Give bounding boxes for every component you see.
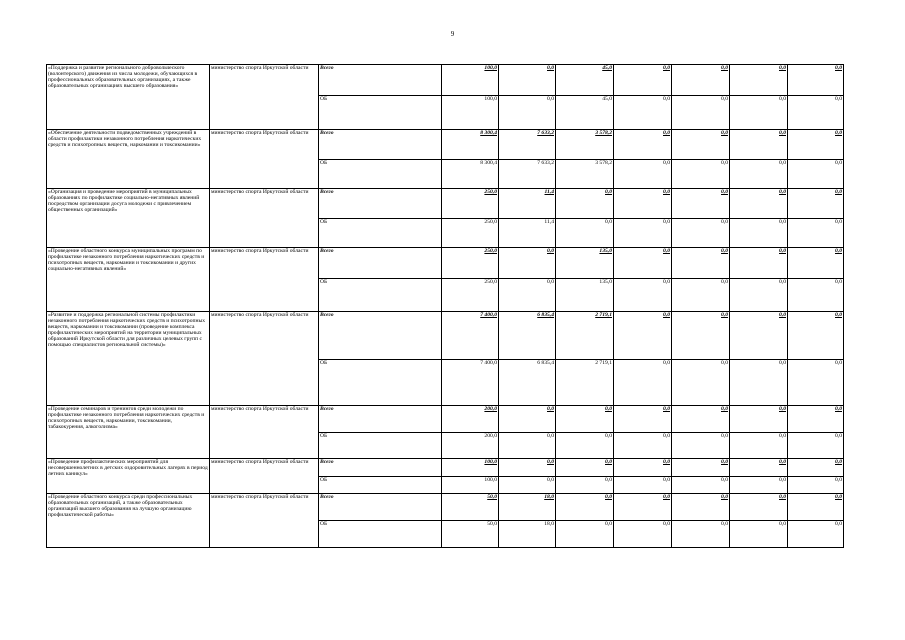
program-description: «Развитие и поддержка региональной системы профилактики незаконного потребления наркотических средств и психотропных веществ, наркомании и токсикомании (проведение комплекса профилактических мероприятий на территории муниципальных образований Иркутской области для различных целевых групп с помощью специалистов региональной системы)» xyxy=(47,312,210,406)
funding-source-total: Всего xyxy=(319,65,442,96)
total-value-cell: 0,0 xyxy=(556,494,614,521)
funding-source-ob: ОБ xyxy=(319,521,442,548)
table-row-total xyxy=(47,494,844,521)
ob-value-cell: 0,0 xyxy=(672,160,730,189)
total-value-cell: 0,0 xyxy=(499,406,556,433)
program-executor: министерство спорта Иркутской области xyxy=(210,248,319,312)
funding-source-total: Всего xyxy=(319,248,442,279)
total-value-cell: 0,0 xyxy=(788,130,844,160)
total-value-cell: 0,0 xyxy=(788,406,844,433)
total-value-cell: 0,0 xyxy=(788,189,844,219)
program-description: «Поддержка и развитие регионального добровольческого (волонтерского) движения из числа молодежи, обучающихся в профессиональных образовательных организациях, а также образовательных организациях высшего образования» xyxy=(47,65,210,130)
ob-value-cell: 11,4 xyxy=(499,219,556,248)
ob-value-cell: 100,0 xyxy=(442,477,499,494)
funding-source-total: Всего xyxy=(319,494,442,521)
program-description: «Проведение профилактических мероприятий для несовершеннолетних в детских оздоровительных лагерях в период летних каникул» xyxy=(47,459,210,494)
ob-value-cell: 0,0 xyxy=(614,160,672,189)
total-value-cell: 0,0 xyxy=(730,130,788,160)
ob-value-cell: 0,0 xyxy=(788,360,844,406)
funding-source-total: Всего xyxy=(319,189,442,219)
ob-value-cell: 0,0 xyxy=(672,433,730,459)
table-row-total xyxy=(47,312,844,360)
total-value-cell: 0,0 xyxy=(672,248,730,279)
total-value-cell: 8 300,4 xyxy=(442,130,499,160)
ob-value-cell: 0,0 xyxy=(730,279,788,312)
ob-value-cell: 0,0 xyxy=(672,219,730,248)
ob-value-cell: 0,0 xyxy=(788,477,844,494)
total-value-cell: 100,0 xyxy=(442,65,499,96)
program-executor: министерство спорта Иркутской области xyxy=(210,312,319,406)
total-value-cell: 0,0 xyxy=(730,65,788,96)
total-value-cell: 0,0 xyxy=(730,406,788,433)
ob-value-cell: 0,0 xyxy=(730,219,788,248)
ob-value-cell: 2 719,1 xyxy=(556,360,614,406)
ob-value-cell: 0,0 xyxy=(730,160,788,189)
total-value-cell: 0,0 xyxy=(672,494,730,521)
total-value-cell: 0,0 xyxy=(672,189,730,219)
program-executor: министерство спорта Иркутской области xyxy=(210,406,319,459)
ob-value-cell: 3 578,2 xyxy=(556,160,614,189)
ob-value-cell: 250,0 xyxy=(442,219,499,248)
total-value-cell: 0,0 xyxy=(730,312,788,360)
ob-value-cell: 0,0 xyxy=(614,433,672,459)
total-value-cell: 250,0 xyxy=(442,189,499,219)
funding-source-ob: ОБ xyxy=(319,360,442,406)
total-value-cell: 45,0 xyxy=(556,65,614,96)
total-value-cell: 135,0 xyxy=(556,248,614,279)
ob-value-cell: 0,0 xyxy=(614,279,672,312)
total-value-cell: 250,0 xyxy=(442,248,499,279)
funding-source-ob: ОБ xyxy=(319,279,442,312)
total-value-cell: 0,0 xyxy=(672,459,730,477)
funding-source-ob: ОБ xyxy=(319,433,442,459)
program-executor: министерство спорта Иркутской области xyxy=(210,494,319,548)
ob-value-cell: 6 835,4 xyxy=(499,360,556,406)
ob-value-cell: 0,0 xyxy=(556,477,614,494)
ob-value-cell: 45,0 xyxy=(556,96,614,130)
ob-value-cell: 0,0 xyxy=(730,433,788,459)
total-value-cell: 11,4 xyxy=(499,189,556,219)
ob-value-cell: 0,0 xyxy=(556,219,614,248)
total-value-cell: 0,0 xyxy=(730,189,788,219)
total-value-cell: 0,0 xyxy=(672,130,730,160)
budget-table xyxy=(46,64,844,548)
ob-value-cell: 0,0 xyxy=(499,477,556,494)
funding-source-ob: ОБ xyxy=(319,477,442,494)
funding-source-ob: ОБ xyxy=(319,96,442,130)
program-description: «Проведение областного конкурса муниципальных программ по профилактике незаконного потребления наркотических средств и психотропных веществ, наркомании и токсикомании и других социально-негативных явлений» xyxy=(47,248,210,312)
total-value-cell: 0,0 xyxy=(614,312,672,360)
table-row-total xyxy=(47,189,844,219)
ob-value-cell: 7 400,0 xyxy=(442,360,499,406)
total-value-cell: 0,0 xyxy=(730,494,788,521)
ob-value-cell: 100,0 xyxy=(442,96,499,130)
total-value-cell: 0,0 xyxy=(556,406,614,433)
program-description: «Организация и проведение мероприятий в муниципальных образованиях по профилактике социально-негативных явлений посредством организации досуга молодежи с привлечением общественных организаций» xyxy=(47,189,210,248)
total-value-cell: 0,0 xyxy=(788,312,844,360)
total-value-cell: 100,0 xyxy=(442,459,499,477)
total-value-cell: 0,0 xyxy=(556,459,614,477)
ob-value-cell: 8 300,4 xyxy=(442,160,499,189)
total-value-cell: 0,0 xyxy=(788,65,844,96)
total-value-cell: 0,0 xyxy=(730,459,788,477)
ob-value-cell: 0,0 xyxy=(788,521,844,548)
ob-value-cell: 135,0 xyxy=(556,279,614,312)
total-value-cell: 0,0 xyxy=(614,189,672,219)
funding-source-ob: ОБ xyxy=(319,219,442,248)
total-value-cell: 0,0 xyxy=(556,189,614,219)
total-value-cell: 18,0 xyxy=(499,494,556,521)
table-row-total xyxy=(47,65,844,96)
total-value-cell: 0,0 xyxy=(672,65,730,96)
total-value-cell: 3 578,2 xyxy=(556,130,614,160)
ob-value-cell: 0,0 xyxy=(788,219,844,248)
ob-value-cell: 18,0 xyxy=(499,521,556,548)
ob-value-cell: 0,0 xyxy=(614,96,672,130)
table-row-total xyxy=(47,406,844,433)
ob-value-cell: 50,0 xyxy=(442,521,499,548)
total-value-cell: 0,0 xyxy=(788,248,844,279)
ob-value-cell: 0,0 xyxy=(788,433,844,459)
program-executor: министерство спорта Иркутской области xyxy=(210,189,319,248)
total-value-cell: 0,0 xyxy=(614,459,672,477)
total-value-cell: 0,0 xyxy=(788,459,844,477)
table-row-total xyxy=(47,130,844,160)
total-value-cell: 0,0 xyxy=(614,130,672,160)
total-value-cell: 0,0 xyxy=(614,248,672,279)
ob-value-cell: 0,0 xyxy=(672,279,730,312)
ob-value-cell: 0,0 xyxy=(730,360,788,406)
ob-value-cell: 0,0 xyxy=(556,521,614,548)
total-value-cell: 2 719,1 xyxy=(556,312,614,360)
program-executor: министерство спорта Иркутской области xyxy=(210,65,319,130)
funding-source-total: Всего xyxy=(319,406,442,433)
ob-value-cell: 0,0 xyxy=(614,521,672,548)
ob-value-cell: 0,0 xyxy=(672,360,730,406)
program-executor: министерство спорта Иркутской области xyxy=(210,459,319,494)
table-row-total xyxy=(47,459,844,477)
total-value-cell: 0,0 xyxy=(788,494,844,521)
ob-value-cell: 0,0 xyxy=(614,360,672,406)
ob-value-cell: 7 633,2 xyxy=(499,160,556,189)
ob-value-cell: 0,0 xyxy=(614,219,672,248)
ob-value-cell: 0,0 xyxy=(672,96,730,130)
table-row-total xyxy=(47,248,844,279)
total-value-cell: 0,0 xyxy=(499,248,556,279)
total-value-cell: 0,0 xyxy=(614,406,672,433)
total-value-cell: 0,0 xyxy=(614,494,672,521)
funding-source-ob: ОБ xyxy=(319,160,442,189)
total-value-cell: 0,0 xyxy=(672,406,730,433)
funding-source-total: Всего xyxy=(319,130,442,160)
total-value-cell: 7 400,0 xyxy=(442,312,499,360)
ob-value-cell: 250,0 xyxy=(442,279,499,312)
total-value-cell: 200,0 xyxy=(442,406,499,433)
ob-value-cell: 0,0 xyxy=(499,433,556,459)
ob-value-cell: 0,0 xyxy=(499,279,556,312)
ob-value-cell: 200,0 xyxy=(442,433,499,459)
ob-value-cell: 0,0 xyxy=(730,477,788,494)
total-value-cell: 0,0 xyxy=(730,248,788,279)
ob-value-cell: 0,0 xyxy=(556,433,614,459)
ob-value-cell: 0,0 xyxy=(672,521,730,548)
program-description: «Проведение семинаров и тренингов среди молодежи по профилактике незаконного потребления наркотических средств и психотропных веществ, наркомании, токсикомании, табакокурения, алкоголизма» xyxy=(47,406,210,459)
ob-value-cell: 0,0 xyxy=(730,521,788,548)
total-value-cell: 50,0 xyxy=(442,494,499,521)
total-value-cell: 6 835,4 xyxy=(499,312,556,360)
funding-source-total: Всего xyxy=(319,459,442,477)
ob-value-cell: 0,0 xyxy=(788,279,844,312)
program-description: «Проведение областного конкурса среди профессиональных образовательных организаций, а также образовательных организаций высшего образования на лучшую организацию профилактической работы» xyxy=(47,494,210,548)
total-value-cell: 0,0 xyxy=(614,65,672,96)
budget-table-body xyxy=(47,65,844,548)
ob-value-cell: 0,0 xyxy=(614,477,672,494)
total-value-cell: 0,0 xyxy=(499,459,556,477)
total-value-cell: 0,0 xyxy=(499,65,556,96)
program-description: «Обеспечение деятельности подведомственных учреждений в области профилактики незаконного потребления наркотических средств и психотропных веществ, наркомании и токсикомании» xyxy=(47,130,210,189)
total-value-cell: 7 633,2 xyxy=(499,130,556,160)
total-value-cell: 0,0 xyxy=(672,312,730,360)
ob-value-cell: 0,0 xyxy=(672,477,730,494)
ob-value-cell: 0,0 xyxy=(499,96,556,130)
page-number: 9 xyxy=(450,30,455,38)
program-executor: министерство спорта Иркутской области xyxy=(210,130,319,189)
ob-value-cell: 0,0 xyxy=(788,96,844,130)
funding-source-total: Всего xyxy=(319,312,442,360)
ob-value-cell: 0,0 xyxy=(730,96,788,130)
ob-value-cell: 0,0 xyxy=(788,160,844,189)
